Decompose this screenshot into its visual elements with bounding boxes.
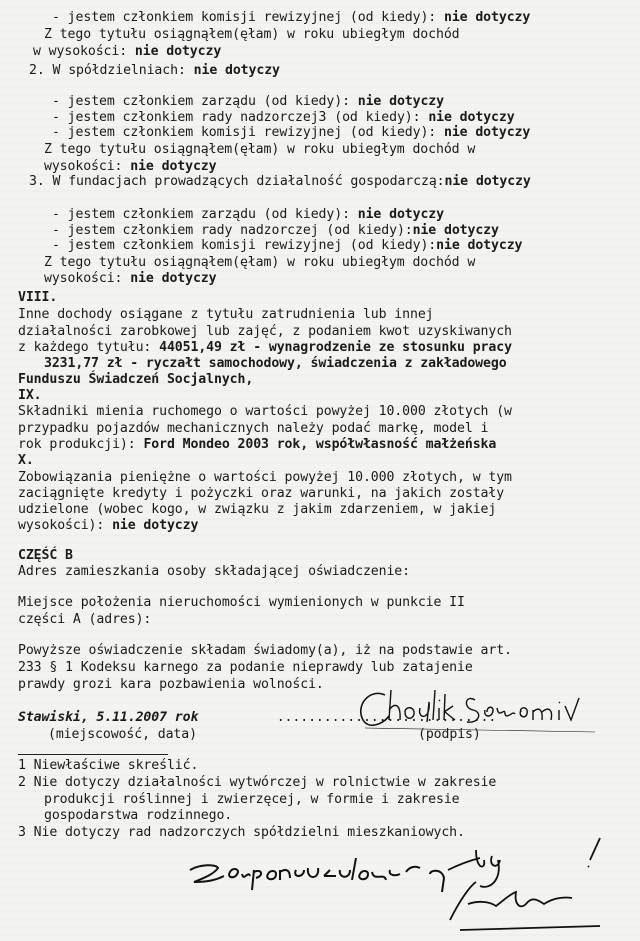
text-segment: nie dotyczy — [443, 10, 531, 25]
text-segment: - jestem członkiem zarządu (od kiedy): — [52, 207, 358, 222]
text-line — [18, 388, 42, 404]
text-line — [18, 307, 434, 323]
text-segment: nie dotyczy — [357, 207, 444, 222]
text-segment: przypadku pojazdów mechanicznych należy podać markę, model i — [18, 421, 489, 436]
text-segment: Ford Mondeo 2003 rok, współwłasność małżeńska — [143, 437, 497, 452]
text-segment: udzielone (wobec kogo, w związku z jakim zdarzeniem, w jakiej — [18, 502, 497, 517]
text-segment: wysokości): — [18, 518, 113, 533]
text-line — [18, 502, 496, 518]
text-segment: gospodarstwa rodzinnego. — [44, 808, 233, 823]
handwritten-note — [180, 830, 620, 940]
text-segment: Powyższe oświadczenie składam świadomy(a), iż na podstawie art. — [18, 643, 512, 658]
text-line — [18, 404, 512, 420]
text-line — [48, 727, 197, 743]
text-line — [18, 437, 496, 453]
text-segment: nie dotyczy — [134, 44, 222, 59]
text-line — [44, 142, 475, 158]
text-line — [18, 290, 57, 306]
text-segment: Miejsce położenia nieruchomości wymienionych w punkcie II — [18, 595, 465, 610]
text-segment: nie dotyczy — [130, 159, 217, 174]
text-segment: Adres zamieszkania osoby składającej oświadczenie: — [18, 564, 410, 579]
text-line — [44, 808, 232, 824]
text-segment: - jestem członkiem komisji rewizyjnej (od kiedy): — [52, 125, 444, 140]
text-segment: - jestem członkiem komisji rewizyjnej (od kiedy): — [52, 10, 444, 25]
text-line — [52, 207, 444, 223]
text-segment: VIII. — [18, 290, 58, 305]
footnote-separator — [18, 754, 168, 755]
text-line — [44, 255, 475, 271]
text-segment: ............................ — [198, 710, 497, 725]
text-segment: - jestem członkiem zarządu (od kiedy): — [52, 94, 358, 109]
text-segment: 2. W spółdzielniach: — [29, 63, 194, 78]
text-line — [18, 758, 198, 774]
text-segment: nie dotyczy — [112, 518, 199, 533]
text-segment: (podpis) — [418, 727, 481, 742]
text-segment: nie dotyczy — [443, 125, 531, 140]
text-line — [18, 340, 512, 356]
text-line — [18, 564, 410, 580]
text-segment: rok produkcji): — [18, 437, 144, 452]
text-line — [44, 27, 460, 43]
text-segment: nie dotyczy — [444, 174, 531, 189]
text-segment: nie dotyczy — [412, 223, 499, 238]
text-segment: - jestem członkiem rady nadzorczej (od kiedy): — [52, 223, 413, 238]
text-segment: (miejscowość, data) — [48, 727, 197, 742]
text-line — [52, 110, 515, 126]
text-segment: - jestem członkiem komisji rewizyjnej (od kiedy): — [52, 238, 437, 253]
text-line — [33, 44, 221, 60]
text-segment: Z tego tytułu osiągnąłem(ęłam) w roku ubiegłym dochód — [44, 27, 460, 42]
text-segment: 3 Nie dotyczy rad nadzorczych spółdzielni mieszkaniowych. — [18, 825, 465, 840]
text-line — [29, 63, 280, 79]
text-line — [44, 356, 507, 372]
text-segment: prawdy grozi kara pozbawienia wolności. — [18, 677, 324, 692]
text-line — [44, 792, 460, 808]
text-segment: - jestem członkiem rady nadzorczej3 (od kiedy): — [52, 110, 429, 125]
text-segment: części A (adres): — [18, 612, 152, 627]
text-segment: działalności zarobkowej lub zajęć, z podaniem kwot uzyskiwanych — [18, 324, 512, 339]
text-line — [18, 421, 488, 437]
text-segment: nie dotyczy — [357, 94, 444, 109]
text-line — [18, 775, 496, 791]
text-segment: 3231,77 zł - ryczałt samochodowy, świadczenia z zakładowego — [44, 356, 507, 371]
text-line — [18, 677, 324, 693]
text-segment: z każdego tytułu: — [18, 340, 160, 355]
text-line — [44, 271, 217, 287]
text-segment: zaciągnięte kredyty i pożyczki oraz warunki, na jakich zostały — [18, 486, 505, 501]
text-segment: 1 Niewłaściwe skreślić. — [18, 758, 199, 773]
text-line — [18, 612, 151, 628]
text-segment: nie dotyczy — [130, 271, 217, 286]
text-segment: Z tego tytułu osiągnąłem(ęłam) w roku ubiegłym dochód w — [44, 142, 476, 157]
text-segment: produkcji roślinnej i zwierzęcej, w formie i zakresie — [44, 792, 460, 807]
text-segment: nie dotyczy — [436, 238, 523, 253]
text-segment: Stawiski, 5.11.2007 rok — [18, 710, 199, 725]
text-segment: 3. W fundacjach prowadzących działalność gospodarczą: — [29, 174, 445, 189]
text-segment: w wysokości: — [33, 44, 135, 59]
text-segment: Funduszu Świadczeń Socjalnych, — [18, 372, 254, 387]
text-line — [18, 595, 465, 611]
text-line — [18, 548, 73, 564]
text-line — [52, 94, 444, 110]
text-segment: IX. — [18, 388, 42, 403]
text-line — [18, 643, 512, 659]
text-line — [52, 10, 530, 26]
text-segment: nie dotyczy — [428, 110, 515, 125]
text-line — [18, 470, 512, 486]
text-segment: Inne dochody osiągane z tytułu zatrudnienia lub innej — [18, 307, 434, 322]
text-segment: 44051,49 zł - wynagrodzenie ze stosunku pracy — [159, 340, 512, 355]
signature-handwriting — [345, 680, 615, 740]
text-line — [18, 453, 34, 469]
text-line — [18, 518, 198, 534]
text-line — [52, 223, 499, 239]
text-line — [18, 486, 504, 502]
text-segment: 2 Nie dotyczy działalności wytwórczej w rolnictwie w zakresie — [18, 775, 497, 790]
text-segment: Z tego tytułu osiągnąłem(ęłam) w roku ubiegłym dochód w — [44, 255, 476, 270]
text-line — [18, 324, 512, 340]
text-segment: CZĘŚĆ B — [18, 548, 73, 563]
text-line — [18, 372, 253, 388]
text-segment: nie dotyczy — [193, 63, 280, 78]
text-segment: wysokości: — [44, 159, 131, 174]
text-line — [52, 238, 522, 254]
text-line — [44, 159, 217, 175]
text-line — [52, 125, 530, 141]
text-segment: X. — [18, 453, 34, 468]
text-segment: Zobowiązania pieniężne o wartości powyżej 10.000 złotych, w tym — [18, 470, 512, 485]
text-segment: Składniki mienia ruchomego o wartości powyżej 10.000 złotych (w — [18, 404, 512, 419]
text-segment: wysokości: — [44, 271, 131, 286]
text-line — [18, 660, 473, 676]
text-line — [29, 174, 531, 190]
text-segment: 233 § 1 Kodeksu karnego za podanie nieprawdy lub zatajenie — [18, 660, 473, 675]
